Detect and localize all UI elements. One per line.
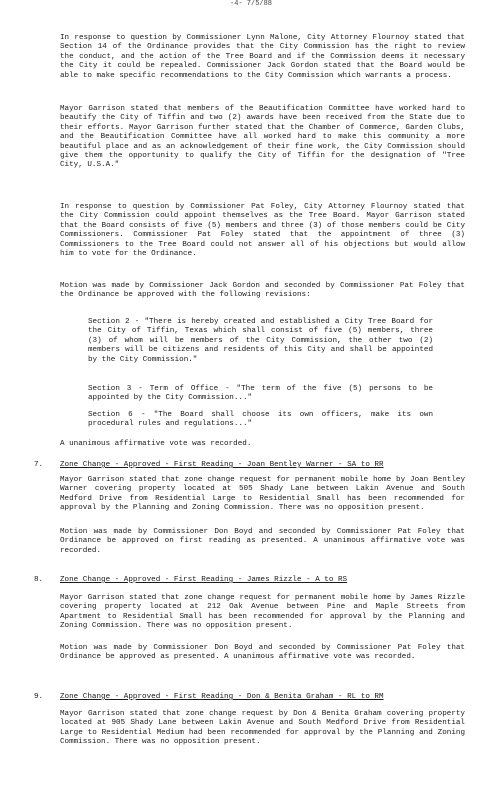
paragraph-section-14: In response to question by Commissioner Lynn Malone, City Attorney Flournoy stated that Section 14 of the Ordinance provides that the City Commission has the right to review the conduct, and the action of the Tree Board and if the Commission deems it necessary the City it could be repealed. Commissioner Jack Gordon stated that the Board would be able to make specific recommendations to the City Commission which warrants a process. (60, 34, 465, 80)
item-8-body: Mayor Garrison stated that zone change request for permanent mobile home by James Rizzle covering property located at 212 Oak Avenue between Pine and Maple Streets from Apartment to Residential Small has been recommended for approval by the Planning and Zoning Commission. There was no opposition present. (60, 594, 465, 631)
item-7-body: Mayor Garrison stated that zone change request for permanent mobile home by Joan Bentley Warner covering property located at 505 Shady Lane between Lakin Avenue and South Medford Drive from Residential Large to Residential Small has been recommended for approval by the Planning and Zoning Commission. There was no opposition present. (60, 476, 465, 513)
section-6-text: Section 6 - "The Board shall choose its own officers, make its own procedural rules and regulations..." (88, 411, 433, 429)
item-8-heading-row (34, 576, 474, 585)
item-number: 8. (34, 576, 44, 584)
section-2-text: Section 2 - "There is hereby created and established a City Tree Board for the City of Tiffin, Texas which shall consist of five (5) members, three (3) of whom will be members of the City Commission, the other two (2) members will be citizens and residents of this City and shall be appointed by the City Commission." (88, 318, 433, 364)
item-heading: Zone Change - Approved - First Reading - Joan Bentley Warner - SA to RR (60, 461, 384, 469)
item-number: 9. (34, 693, 44, 701)
item-7-motion: Motion was made by Commissioner Don Boyd and seconded by Commissioner Pat Foley that Ordinance be approved on first reading as presented. A unanimous affirmative vote was recorded. (60, 528, 465, 555)
page-header: -4- 7/5/88 (230, 0, 273, 8)
paragraph-motion: Motion was made by Commissioner Jack Gordon and seconded by Commissioner Pat Foley that the Ordinance be approved with the following revisions: (60, 282, 465, 300)
item-heading: Zone Change - Approved - First Reading - James Rizzle - A to RS (60, 576, 348, 584)
item-9-heading-row (34, 693, 474, 702)
item-heading: Zone Change - Approved - First Reading - Don & Benita Graham - RL to RM (60, 693, 384, 701)
item-7-heading-row (34, 461, 474, 470)
paragraph-tree-board: In response to question by Commissioner Pat Foley, City Attorney Flournoy stated that the City Commission could appoint themselves as the Tree Board. Mayor Garrison stated that the Board consists of five (5) members and three (3) of those members could be City Commissioners. Commissioner Pat Foley stated that the appointment of three (3) Commissioners to the Tree Board could not answer all of his objections but would allow him to vote for the Ordinance. (60, 203, 465, 259)
item-number: 7. (34, 461, 44, 469)
item-9-body: Mayor Garrison stated that zone change request by Don & Benita Graham covering property located at 905 Shady Lane between Lakin Avenue and South Medford Drive from Residential Large to Residential Medium had been recommended for approval by the Planning and Zoning Commission. There was no opposition present. (60, 710, 465, 747)
item-8-motion: Motion was made by Commissioner Don Boyd and seconded by Commissioner Pat Foley that Ordinance be approved as presented. A unanimous affirmative vote was recorded. (60, 644, 465, 662)
section-3-text: Section 3 - Term of Office - "The term of the five (5) persons to be appointed by the City Commission..." (88, 385, 433, 403)
paragraph-beautification: Mayor Garrison stated that members of the Beautification Committee have worked hard to beautify the City of Tiffin and two (2) awards have been received from the State due to their efforts. Mayor Garrison further stated that the Chamber of Commerce, Garden Clubs, and the Beautification Committee have all worked hard to make this community a more beautiful place and as an acknowledgement of their fine work, the City Commission should give them the opportunity to qualify the City of Tiffin for the designation of "Tree City, U.S.A." (60, 105, 465, 170)
vote-recorded: A unanimous affirmative vote was recorded. (60, 440, 252, 448)
